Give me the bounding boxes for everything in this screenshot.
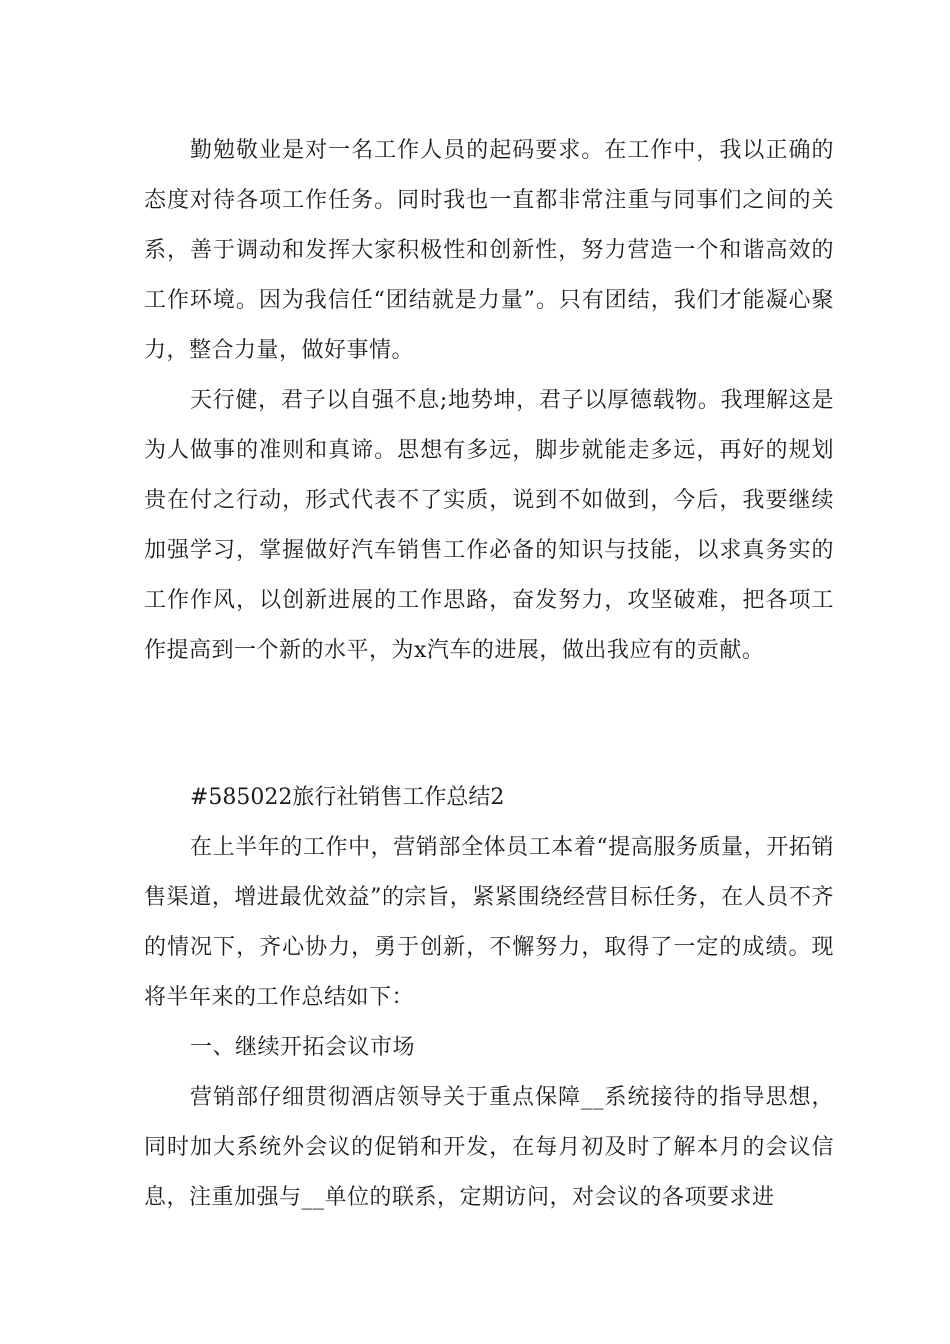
subheading-text: 一、继续开拓会议市场 [190,1035,416,1060]
subheading-conference-market [144,1023,834,1073]
paragraph-first-half-summary [144,823,834,1023]
paragraph-self-improvement [144,376,834,676]
paragraph-text: 营销部仔细贯彻酒店领导关于重点保障__系统接待的指导思想，同时加大系统外会议的促销和开发，在每月初及时了解本月的会议信息，注重加强与__单位的联系，定期访问，对会议的各项要求进 [144,1085,834,1210]
paragraph-diligence [144,126,834,376]
paragraph-conference-market [144,1073,834,1223]
paragraph-text: 在上半年的工作中，营销部全体员工本着“提高服务质量，开拓销售渠道，增进最优效益”的宗旨，紧紧围绕经营目标任务，在人员不齐的情况下，齐心协力，勇于创新，不懈努力，取得了一定的成绩。现将半年来的工作总结如下： [144,835,834,1010]
section-heading: #585022旅行社销售工作总结2 [190,785,505,810]
paragraph-text: 天行健，君子以自强不息;地势坤，君子以厚德载物。我理解这是为人做事的准则和真谛。思想有多远，脚步就能走多远，再好的规划贵在付之行动，形式代表不了实质，说到不如做到，今后，我要继续加强学习，掌握做好汽车销售工作必备的知识与技能，以求真务实的工作作风，以创新进展的工作思路，奋发努力，攻坚破难，把各项工作提高到一个新的水平，为x汽车的进展，做出我应有的贡献。 [144,388,834,663]
paragraph-text: 勤勉敬业是对一名工作人员的起码要求。在工作中，我以正确的态度对待各项工作任务。同时我也一直都非常注重与同事们之间的关系，善于调动和发挥大家积极性和创新性，努力营造一个和谐高效的工作环境。因为我信任“团结就是力量”。只有团结，我们才能凝心聚力，整合力量，做好事情。 [144,138,834,363]
